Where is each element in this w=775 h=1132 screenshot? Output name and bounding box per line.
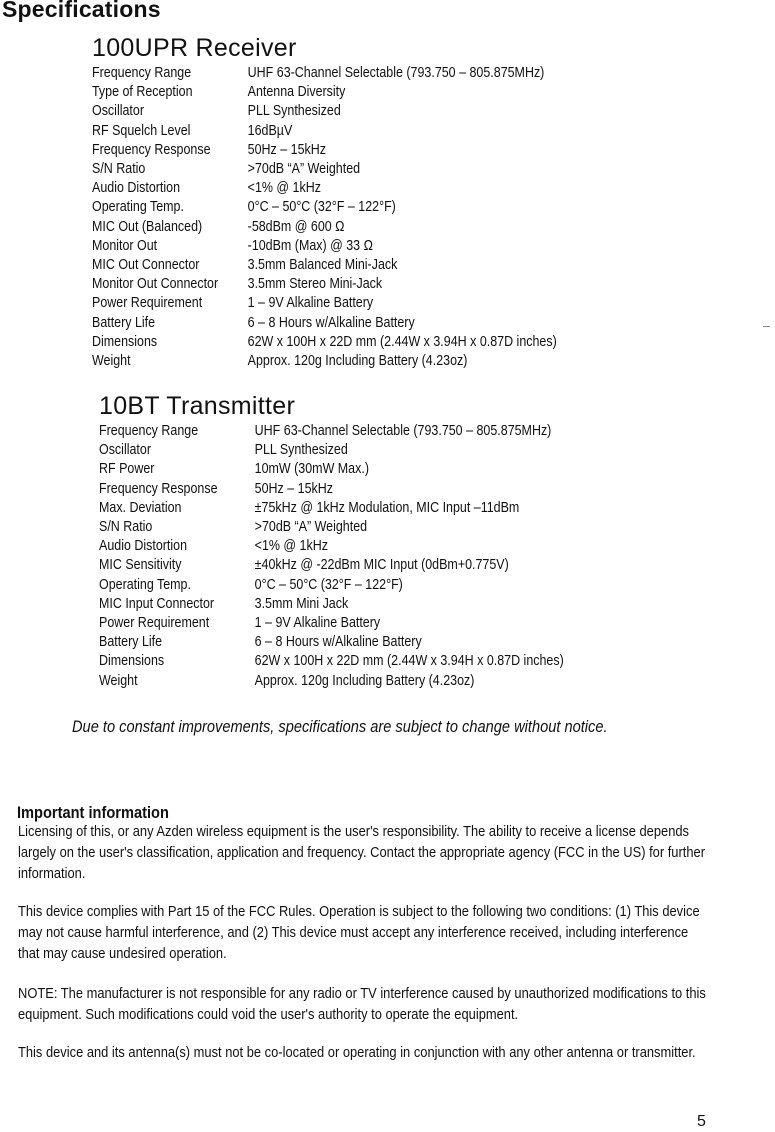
spec-label: MIC Out (Balanced) bbox=[92, 218, 203, 235]
spec-label: Power Requirement bbox=[92, 295, 203, 312]
receiver-spec-row bbox=[92, 198, 557, 217]
spec-label: Frequency Response bbox=[99, 480, 218, 497]
receiver-spec-row bbox=[92, 294, 557, 313]
spec-label: MIC Out Connector bbox=[92, 257, 200, 274]
spec-value: PLL Synthesized bbox=[254, 442, 348, 459]
change-notice: Due to constant improvements, specifications are subject to change without notice. bbox=[72, 717, 608, 736]
transmitter-spec-row bbox=[99, 672, 564, 691]
receiver-spec-row bbox=[92, 83, 557, 102]
receiver-title: 100UPR Receiver bbox=[92, 34, 297, 62]
spec-value: 3.5mm Mini Jack bbox=[254, 595, 349, 612]
receiver-spec-row bbox=[92, 256, 557, 275]
transmitter-spec-table bbox=[99, 422, 564, 691]
spec-label: MIC Input Connector bbox=[99, 595, 215, 612]
spec-label: Dimensions bbox=[99, 653, 165, 670]
spec-value: ±75kHz @ 1kHz Modulation, MIC Input –11dBm bbox=[254, 499, 520, 516]
receiver-spec-row bbox=[92, 122, 557, 141]
spec-value: Antenna Diversity bbox=[247, 84, 346, 101]
receiver-spec-row bbox=[92, 275, 557, 294]
spec-value: 16dBµV bbox=[247, 122, 293, 139]
transmitter-spec-row bbox=[99, 537, 564, 556]
spec-label: Max. Deviation bbox=[99, 499, 182, 516]
spec-value: 1 – 9V Alkaline Battery bbox=[254, 615, 381, 632]
transmitter-spec-row bbox=[99, 633, 564, 652]
transmitter-spec-row bbox=[99, 518, 564, 537]
receiver-spec-row bbox=[92, 352, 557, 371]
spec-value: 0°C – 50°C (32°F – 122°F) bbox=[254, 576, 403, 593]
transmitter-spec-row bbox=[99, 614, 564, 633]
spec-label: Oscillator bbox=[99, 442, 151, 459]
spec-value: 50Hz – 15kHz bbox=[254, 480, 333, 497]
transmitter-spec-row bbox=[99, 460, 564, 479]
spec-value: 6 – 8 Hours w/Alkaline Battery bbox=[247, 314, 415, 331]
spec-value: PLL Synthesized bbox=[247, 103, 341, 120]
spec-label: Frequency Range bbox=[92, 65, 192, 81]
spec-label: Weight bbox=[99, 672, 138, 689]
note-paragraph: NOTE: The manufacturer is not responsible for any radio or TV interference caused by unauthorized modifications to this equipment. Such modifications could void the user's authority to operate the equipment. bbox=[18, 985, 706, 1023]
spec-value: 62W x 100H x 22D mm (2.44W x 3.94H x 0.87D inches) bbox=[247, 333, 557, 350]
transmitter-spec-row bbox=[99, 422, 564, 441]
spec-value: Approx. 120g Including Battery (4.23oz) bbox=[254, 672, 475, 689]
spec-value: <1% @ 1kHz bbox=[254, 538, 328, 555]
spec-label: Oscillator bbox=[92, 103, 144, 120]
spec-value: -10dBm (Max) @ 33 Ω bbox=[247, 237, 373, 254]
spec-label: Audio Distortion bbox=[92, 180, 181, 197]
spec-value: <1% @ 1kHz bbox=[247, 180, 321, 197]
spec-label: Operating Temp. bbox=[99, 576, 191, 593]
spec-label: Battery Life bbox=[92, 314, 156, 331]
receiver-spec-row bbox=[92, 102, 557, 121]
transmitter-spec-row bbox=[99, 556, 564, 575]
spec-value: ±40kHz @ -22dBm MIC Input (0dBm+0.775V) bbox=[254, 557, 509, 574]
transmitter-spec-row bbox=[99, 499, 564, 518]
spec-label: S/N Ratio bbox=[92, 161, 146, 178]
spec-value: >70dB “A” Weighted bbox=[247, 161, 361, 178]
spec-label: Power Requirement bbox=[99, 615, 210, 632]
transmitter-spec-row bbox=[99, 652, 564, 671]
receiver-spec-row bbox=[92, 160, 557, 179]
spec-value: 1 – 9V Alkaline Battery bbox=[247, 295, 374, 312]
spec-value: >70dB “A” Weighted bbox=[254, 519, 368, 536]
spec-value: Approx. 120g Including Battery (4.23oz) bbox=[247, 353, 468, 370]
transmitter-spec-row bbox=[99, 576, 564, 595]
spec-value: 50Hz – 15kHz bbox=[247, 141, 326, 158]
spec-value: 3.5mm Balanced Mini-Jack bbox=[247, 257, 398, 274]
important-info-heading: Important information bbox=[17, 803, 169, 822]
antenna-paragraph: This device and its antenna(s) must not be co-located or operating in conjunction with any other antenna or transmitter. bbox=[18, 1044, 696, 1061]
spec-label: Frequency Range bbox=[99, 423, 199, 439]
page-number: 5 bbox=[697, 1113, 706, 1130]
spec-label: Type of Reception bbox=[92, 84, 193, 101]
spec-label: Weight bbox=[92, 353, 131, 370]
spec-label: S/N Ratio bbox=[99, 519, 153, 536]
spec-value: -58dBm @ 600 Ω bbox=[247, 218, 345, 235]
spec-value: UHF 63-Channel Selectable (793.750 – 805.875MHz) bbox=[254, 423, 552, 439]
transmitter-spec-row bbox=[99, 480, 564, 499]
margin-mark bbox=[763, 326, 770, 327]
spec-value: 3.5mm Stereo Mini-Jack bbox=[247, 276, 383, 293]
receiver-spec-row bbox=[92, 314, 557, 333]
spec-label: Battery Life bbox=[99, 634, 163, 651]
spec-label: RF Power bbox=[99, 461, 155, 478]
fcc-compliance-paragraph: This device complies with Part 15 of the FCC Rules. Operation is subject to the following two conditions: (1) This device may not cause harmful interference, and (2) This device must accept any interference received, including interference that may cause undesired operation. bbox=[18, 903, 700, 962]
receiver-spec-row bbox=[92, 141, 557, 160]
spec-label: Monitor Out bbox=[92, 237, 158, 254]
spec-label: RF Squelch Level bbox=[92, 122, 191, 139]
spec-value: 6 – 8 Hours w/Alkaline Battery bbox=[254, 634, 422, 651]
spec-value: UHF 63-Channel Selectable (793.750 – 805.875MHz) bbox=[247, 65, 545, 81]
spec-label: Frequency Response bbox=[92, 141, 211, 158]
receiver-spec-row bbox=[92, 64, 557, 83]
spec-label: Audio Distortion bbox=[99, 538, 188, 555]
receiver-spec-table bbox=[92, 64, 557, 371]
spec-label: Operating Temp. bbox=[92, 199, 184, 216]
receiver-spec-row bbox=[92, 333, 557, 352]
transmitter-spec-row bbox=[99, 595, 564, 614]
receiver-spec-row bbox=[92, 237, 557, 256]
transmitter-title: 10BT Transmitter bbox=[99, 392, 296, 420]
receiver-spec-row bbox=[92, 179, 557, 198]
spec-label: MIC Sensitivity bbox=[99, 557, 182, 574]
spec-label: Dimensions bbox=[92, 333, 158, 350]
spec-value: 62W x 100H x 22D mm (2.44W x 3.94H x 0.87D inches) bbox=[254, 653, 564, 670]
licensing-paragraph: Licensing of this, or any Azden wireless equipment is the user's responsibility. The ability to receive a license depends largely on the user's classification, application and frequency. Contact the appropriate agency (FCC in the US) for further information. bbox=[18, 823, 706, 882]
spec-value: 10mW (30mW Max.) bbox=[254, 461, 369, 478]
page-title: Specifications bbox=[2, 0, 161, 22]
spec-value: 0°C – 50°C (32°F – 122°F) bbox=[247, 199, 396, 216]
receiver-spec-row bbox=[92, 218, 557, 237]
spec-label: Monitor Out Connector bbox=[92, 276, 219, 293]
transmitter-spec-row bbox=[99, 441, 564, 460]
